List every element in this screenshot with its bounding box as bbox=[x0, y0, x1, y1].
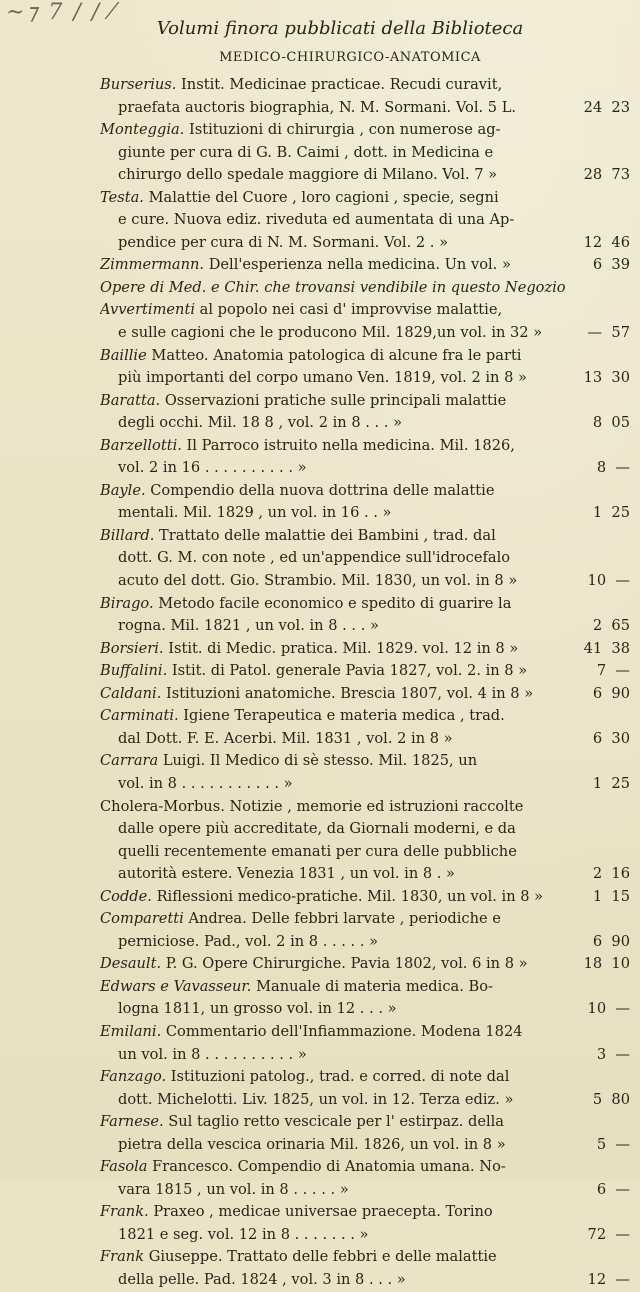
entry-text bbox=[100, 390, 506, 413]
entry-line bbox=[100, 1156, 630, 1179]
entry-text bbox=[100, 1066, 509, 1089]
entry-text bbox=[100, 570, 517, 593]
entry-author: Buffalini. bbox=[100, 662, 168, 680]
catalogue-entry bbox=[100, 345, 630, 390]
entry-description: Dell'esperienza nella medicina. Un vol. » bbox=[208, 256, 511, 274]
entry-description: Commentario dell'Infiammazione. Modena 1824 bbox=[165, 1022, 523, 1040]
entry-author: Edwars e Vavasseur. bbox=[100, 977, 252, 995]
entry-text bbox=[100, 773, 293, 796]
entry-description: P. G. Opere Chirurgiche. Pavia 1802, vol. 6 in 8 » bbox=[165, 955, 528, 973]
entry-author: Zimmermann. bbox=[100, 256, 205, 274]
entry-description: pendice per cura di N. M. Sormani. Vol. 2 . » bbox=[118, 233, 449, 251]
entry-price: 6 30 bbox=[592, 729, 630, 747]
entry-price: 3 — bbox=[596, 1045, 630, 1063]
entry-text bbox=[100, 164, 497, 187]
entry-author: Comparetti bbox=[100, 910, 184, 928]
entry-price: 28 73 bbox=[583, 166, 630, 184]
entry-price: 10 — bbox=[587, 572, 630, 590]
entry-description: dal Dott. F. E. Acerbi. Mil. 1831 , vol. 2 in 8 » bbox=[118, 729, 453, 747]
entry-price: 6 — bbox=[596, 1180, 630, 1198]
entry-author: Frank bbox=[100, 1248, 145, 1266]
entry-line bbox=[100, 480, 630, 503]
entry-line bbox=[100, 863, 630, 886]
entry-line bbox=[100, 638, 630, 661]
entry-line bbox=[100, 908, 630, 931]
entry-line bbox=[100, 818, 630, 841]
entry-description: dott. G. M. con note , ed un'appendice sull'idrocefalo bbox=[118, 549, 511, 567]
entry-author: Frank. bbox=[100, 1203, 149, 1221]
entry-text bbox=[100, 1111, 504, 1134]
entry-text bbox=[100, 119, 501, 142]
entry-author: Avvertimenti bbox=[100, 301, 195, 319]
entry-description: dott. Michelotti. Liv. 1825, un vol. in 12. Terza ediz. » bbox=[118, 1090, 514, 1108]
entry-line bbox=[100, 1021, 630, 1044]
entry-description: praefata auctoris biographia, N. M. Sormani. Vol. 5 L. bbox=[118, 98, 517, 116]
entry-description: vol. in 8 . . . . . . . . . . . » bbox=[118, 774, 293, 792]
entry-line bbox=[100, 683, 630, 706]
entry-line bbox=[100, 187, 630, 210]
entry-description: e sulle cagioni che le producono Mil. 1829,un vol. in 32 » bbox=[118, 324, 543, 342]
entry-author: Farnese. bbox=[100, 1113, 164, 1131]
entry-price: 2 16 bbox=[592, 865, 630, 883]
catalogue-entry bbox=[100, 705, 630, 750]
entry-text bbox=[100, 750, 477, 773]
entry-price: 6 39 bbox=[592, 256, 630, 274]
entry-description: Luigi. Il Medico di sè stesso. Mil. 1825, un bbox=[162, 752, 478, 770]
entry-line bbox=[100, 164, 630, 187]
catalogue-entry bbox=[100, 74, 630, 119]
entry-description: più importanti del corpo umano Ven. 1819, vol. 2 in 8 » bbox=[118, 369, 527, 387]
entry-text bbox=[100, 818, 516, 841]
catalogue-entry bbox=[100, 525, 630, 593]
entry-line bbox=[100, 998, 630, 1021]
entry-text bbox=[100, 593, 511, 616]
entry-text bbox=[100, 683, 533, 706]
entry-text bbox=[100, 886, 543, 909]
page-subheading: MEDICO-CHIRURGICO-ANATOMICA bbox=[219, 50, 481, 65]
entry-description: Andrea. Delle febbri larvate , periodiche e bbox=[188, 910, 501, 928]
entry-description: Manuale di materia medica. Bo- bbox=[256, 977, 493, 995]
entry-text bbox=[100, 638, 518, 661]
catalogue-list bbox=[100, 74, 630, 1292]
entry-description: pietra della vescica orinaria Mil. 1826, un vol. in 8 » bbox=[118, 1135, 506, 1153]
catalogue-entry bbox=[100, 976, 630, 1021]
entry-author: Baratta. bbox=[100, 391, 161, 409]
entry-text bbox=[100, 841, 517, 864]
entry-price: 5 — bbox=[596, 1135, 630, 1153]
entry-price: 1 15 bbox=[592, 887, 630, 905]
entry-line bbox=[100, 841, 630, 864]
entry-text bbox=[100, 254, 511, 277]
entry-description: Istit. di Patol. generale Pavia 1827, vol. 2. in 8 » bbox=[171, 662, 528, 680]
entry-text bbox=[100, 547, 510, 570]
entry-description: quelli recentemente emanati per cura delle pubbliche bbox=[118, 842, 517, 860]
entry-line bbox=[100, 886, 630, 909]
entry-description: un vol. in 8 . . . . . . . . . . » bbox=[118, 1045, 307, 1063]
entry-description: Istit. di Medic. pratica. Mil. 1829. vol. 12 in 8 » bbox=[168, 639, 519, 657]
entry-text bbox=[100, 412, 402, 435]
entry-line bbox=[100, 1044, 630, 1067]
entry-author: Baillie bbox=[100, 346, 147, 364]
entry-text bbox=[100, 976, 493, 999]
entry-line bbox=[100, 1134, 630, 1157]
catalogue-entry bbox=[100, 187, 630, 255]
entry-line bbox=[100, 119, 630, 142]
entry-line bbox=[100, 953, 630, 976]
catalogue-entry bbox=[100, 796, 630, 886]
catalogue-entry bbox=[100, 1246, 630, 1291]
entry-description: Igiene Terapeutica e materia medica , trad. bbox=[183, 707, 505, 725]
catalogue-entry bbox=[100, 1021, 630, 1066]
entry-text bbox=[100, 435, 515, 458]
entry-author: Fanzago. bbox=[100, 1068, 167, 1086]
entry-line bbox=[100, 525, 630, 548]
entry-price: 6 90 bbox=[592, 684, 630, 702]
entry-text bbox=[100, 953, 528, 976]
entry-author: Bayle. bbox=[100, 481, 146, 499]
entry-line bbox=[100, 435, 630, 458]
entry-description: Instit. Medicinae practicae. Recudi curavit, bbox=[181, 76, 503, 93]
handwritten-scribble: ~⁊ 7 / / ⁄ bbox=[6, 0, 116, 25]
entry-line bbox=[100, 1111, 630, 1134]
entry-description: Istituzioni patolog., trad. e corred. di note dal bbox=[170, 1068, 510, 1086]
entry-line bbox=[100, 367, 630, 390]
entry-line bbox=[100, 547, 630, 570]
page-heading: Volumi finora pubblicati della Biblioteca bbox=[156, 18, 524, 39]
catalogue-entry bbox=[100, 390, 630, 435]
entry-text bbox=[100, 209, 514, 232]
entry-price: 18 10 bbox=[583, 955, 630, 973]
entry-line bbox=[100, 232, 630, 255]
entry-text bbox=[100, 863, 455, 886]
catalogue-entry bbox=[100, 1066, 630, 1111]
catalogue-entry bbox=[100, 254, 630, 277]
entry-text bbox=[100, 660, 527, 683]
entry-text bbox=[100, 322, 542, 345]
entry-line bbox=[100, 931, 630, 954]
entry-line bbox=[100, 570, 630, 593]
catalogue-entry bbox=[100, 1156, 630, 1201]
entry-price: 8 — bbox=[596, 459, 630, 477]
entry-text bbox=[100, 908, 501, 931]
entry-price: 7 — bbox=[596, 662, 630, 680]
entry-line bbox=[100, 74, 630, 97]
entry-line bbox=[100, 773, 630, 796]
entry-description: e cure. Nuova ediz. riveduta ed aumentata di una Ap- bbox=[118, 211, 515, 229]
entry-line bbox=[100, 593, 630, 616]
entry-description: Istituzioni di chirurgia , con numerose ag- bbox=[188, 121, 501, 139]
entry-description: mentali. Mil. 1829 , un vol. in 16 . . » bbox=[118, 504, 392, 522]
entry-author: Fasola bbox=[100, 1158, 148, 1176]
entry-text bbox=[100, 796, 523, 819]
entry-author: Desault. bbox=[100, 955, 162, 973]
entry-description: Compendio della nuova dottrina delle malattie bbox=[150, 481, 495, 499]
entry-line bbox=[100, 660, 630, 683]
entry-description: Malattie del Cuore , loro cagioni , specie, segni bbox=[148, 188, 499, 206]
entry-description: al popolo nei casi d' improvvise malattie, bbox=[199, 301, 503, 319]
entry-text bbox=[100, 931, 378, 954]
catalogue-entry bbox=[100, 593, 630, 638]
entry-price: 1 25 bbox=[592, 774, 630, 792]
entry-price: 13 30 bbox=[583, 369, 630, 387]
entry-description: vara 1815 , un vol. in 8 . . . . . » bbox=[118, 1180, 349, 1198]
catalogue-entry bbox=[100, 953, 630, 976]
entry-description: Il Parroco istruito nella medicina. Mil. 1826, bbox=[186, 436, 515, 454]
entry-price: 72 — bbox=[587, 1225, 630, 1243]
entry-description: Praxeo , medicae universae praecepta. Torino bbox=[153, 1203, 493, 1221]
entry-line bbox=[100, 750, 630, 773]
entry-price: 1 25 bbox=[592, 504, 630, 522]
entry-text bbox=[100, 457, 307, 480]
catalogue-entry bbox=[100, 886, 630, 909]
entry-description: vol. 2 in 16 . . . . . . . . . . » bbox=[118, 459, 307, 477]
entry-text bbox=[100, 142, 493, 165]
catalogue-entry bbox=[100, 683, 630, 706]
entry-price: 12 46 bbox=[583, 233, 630, 251]
entry-text bbox=[100, 74, 502, 97]
entry-line bbox=[100, 209, 630, 232]
entry-text bbox=[100, 998, 397, 1021]
entry-text bbox=[100, 232, 448, 255]
catalogue-entry bbox=[100, 480, 630, 525]
entry-line bbox=[100, 1066, 630, 1089]
catalogue-entry bbox=[100, 660, 630, 683]
entry-text bbox=[100, 299, 502, 322]
entry-text bbox=[100, 1156, 506, 1179]
catalogue-entry bbox=[100, 638, 630, 661]
entry-author: Borsieri. bbox=[100, 639, 164, 657]
entry-text bbox=[100, 728, 453, 751]
entry-line bbox=[100, 1179, 630, 1202]
entry-author: Emilani. bbox=[100, 1022, 162, 1040]
entry-text bbox=[100, 1044, 307, 1067]
entry-line bbox=[100, 457, 630, 480]
entry-price: 8 05 bbox=[592, 414, 630, 432]
section-title: Opere di Med. e Chir. che trovansi vendibile in questo Negozio bbox=[100, 278, 566, 296]
entry-description: chirurgo dello spedale maggiore di Milano. Vol. 7 » bbox=[118, 166, 498, 184]
entry-text bbox=[100, 480, 494, 503]
entry-description: rogna. Mil. 1821 , un vol. in 8 . . . » bbox=[118, 617, 379, 635]
entry-description: degli occhi. Mil. 18 8 , vol. 2 in 8 . . . » bbox=[118, 414, 403, 432]
entry-text bbox=[100, 1224, 369, 1247]
entry-text bbox=[100, 1269, 406, 1292]
entry-description: giunte per cura di G. B. Caimi , dott. in Medicina e bbox=[118, 143, 494, 161]
entry-description: Francesco. Compendio di Anatomia umana. No- bbox=[152, 1158, 506, 1176]
entry-line bbox=[100, 254, 630, 277]
entry-author: Birago. bbox=[100, 594, 154, 612]
entry-author: Burserius. bbox=[100, 76, 177, 93]
entry-line bbox=[100, 1089, 630, 1112]
entry-text bbox=[100, 187, 499, 210]
entry-description: acuto del dott. Gio. Strambio. Mil. 1830, un vol. in 8 » bbox=[118, 572, 518, 590]
entry-line bbox=[100, 728, 630, 751]
entry-price: 2 65 bbox=[592, 617, 630, 635]
entry-author: Monteggia. bbox=[100, 121, 185, 139]
entry-description: Trattato delle malattie dei Bambini , trad. dal bbox=[159, 526, 496, 544]
entry-author: Testa. bbox=[100, 188, 144, 206]
entry-line bbox=[100, 97, 630, 120]
catalogue-entry bbox=[100, 1201, 630, 1246]
entry-description: dalle opere più accreditate, da Giornali moderni, e da bbox=[118, 820, 516, 838]
entry-line bbox=[100, 142, 630, 165]
entry-author: Billard. bbox=[100, 526, 155, 544]
entry-description: autorità estere. Venezia 1831 , un vol. in 8 . » bbox=[118, 865, 455, 883]
entry-text bbox=[100, 1021, 523, 1044]
catalogue-entry bbox=[100, 750, 630, 795]
entry-price: 12 — bbox=[587, 1270, 630, 1288]
entry-line bbox=[100, 1269, 630, 1292]
entry-author: Caldani. bbox=[100, 684, 162, 702]
entry-author: Barzellotti. bbox=[100, 436, 182, 454]
entry-line bbox=[100, 615, 630, 638]
entry-price: — 57 bbox=[587, 324, 630, 342]
entry-line bbox=[100, 345, 630, 368]
entry-text bbox=[100, 1134, 506, 1157]
entry-text bbox=[100, 525, 496, 548]
entry-line bbox=[100, 796, 630, 819]
entry-author: Codde. bbox=[100, 887, 152, 905]
entry-line bbox=[100, 1224, 630, 1247]
entry-text bbox=[100, 615, 379, 638]
entry-description: Metodo facile economico e spedito di guarire la bbox=[158, 594, 512, 612]
entry-line bbox=[100, 1246, 630, 1269]
entry-text bbox=[100, 705, 505, 728]
entry-description: Sul taglio retto vescicale per l' estirpaz. della bbox=[168, 1113, 505, 1131]
entry-text bbox=[100, 1179, 349, 1202]
entry-author: Carrara bbox=[100, 752, 159, 770]
entry-line bbox=[100, 322, 630, 345]
entry-text bbox=[100, 97, 516, 120]
catalogue-entry bbox=[100, 435, 630, 480]
entry-description: 1821 e seg. vol. 12 in 8 . . . . . . . » bbox=[118, 1225, 369, 1243]
entry-line bbox=[100, 390, 630, 413]
entry-description: Giuseppe. Trattato delle febbri e delle malattie bbox=[148, 1248, 497, 1266]
entry-line bbox=[100, 412, 630, 435]
entry-text bbox=[100, 345, 521, 368]
entry-line bbox=[100, 705, 630, 728]
entry-text bbox=[100, 1246, 497, 1269]
catalogue-entry bbox=[100, 299, 630, 344]
entry-price: 41 38 bbox=[583, 639, 630, 657]
catalogue-entry bbox=[100, 1111, 630, 1156]
entry-description: Riflessioni medico-pratiche. Mil. 1830, un vol. in 8 » bbox=[156, 887, 544, 905]
entry-text bbox=[100, 1201, 493, 1224]
entry-description: perniciose. Pad., vol. 2 in 8 . . . . . » bbox=[118, 932, 379, 950]
entry-author: Carminati. bbox=[100, 707, 179, 725]
entry-description: Istituzioni anatomiche. Brescia 1807, vol. 4 in 8 » bbox=[165, 684, 534, 702]
entry-description: logna 1811, un grosso vol. in 12 . . . » bbox=[118, 1000, 397, 1018]
entry-price: 6 90 bbox=[592, 932, 630, 950]
entry-text bbox=[100, 1089, 513, 1112]
catalogue-entry bbox=[100, 119, 630, 187]
entry-description: Osservazioni pratiche sulle principali malattie bbox=[164, 391, 507, 409]
entry-line bbox=[100, 502, 630, 525]
entry-text bbox=[100, 502, 391, 525]
entry-price: 24 23 bbox=[583, 98, 630, 116]
catalogue-entry bbox=[100, 908, 630, 953]
entry-text bbox=[100, 367, 527, 390]
entry-price: 10 — bbox=[587, 1000, 630, 1018]
entry-description: Cholera-Morbus. Notizie , memorie ed istruzioni raccolte bbox=[100, 797, 524, 815]
entry-description: della pelle. Pad. 1824 , vol. 3 in 8 . . . » bbox=[118, 1270, 406, 1288]
entry-line bbox=[100, 1201, 630, 1224]
entry-line bbox=[100, 299, 630, 322]
entry-line bbox=[100, 976, 630, 999]
entry-description: Matteo. Anatomia patologica di alcune fra le parti bbox=[151, 346, 522, 364]
entry-price: 5 80 bbox=[592, 1090, 630, 1108]
